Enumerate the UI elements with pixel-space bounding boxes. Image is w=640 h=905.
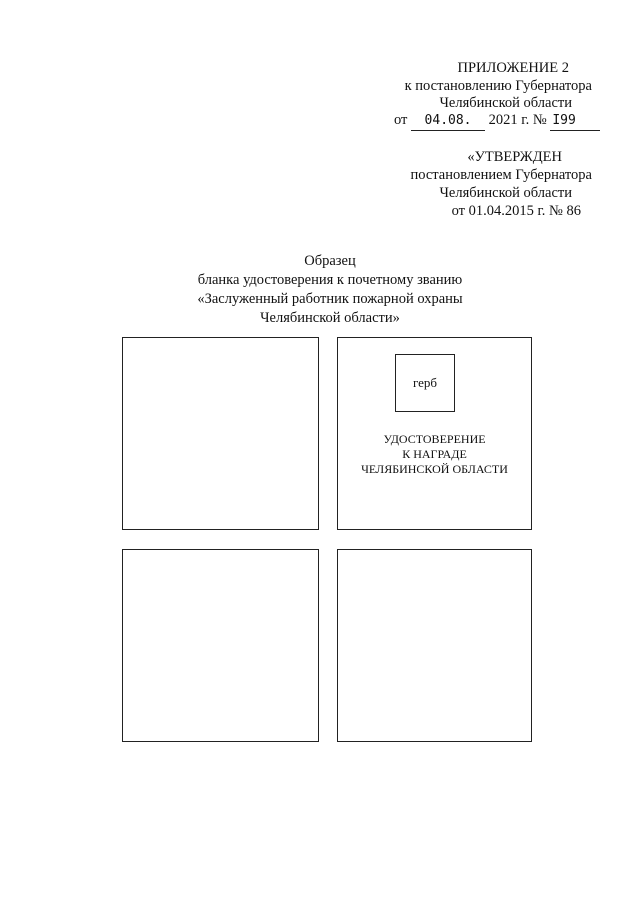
document-heading	[0, 252, 640, 328]
form-back-left-page	[122, 549, 319, 742]
certificate-line-3: ЧЕЛЯБИНСКОЙ ОБЛАСТИ	[361, 462, 508, 476]
form-back-right-page	[337, 549, 532, 742]
heading-line-3: «Заслуженный работник пожарной охраны	[197, 291, 463, 307]
date-suffix: 2021 г. №	[488, 112, 547, 128]
certificate-line-2: К НАГРАДЕ	[402, 447, 467, 461]
heading-line-4: Челябинской области»	[260, 310, 400, 326]
heading-line-2: бланка удостоверения к почетному званию	[197, 272, 463, 288]
appendix-line-2: к постановлению Губернатора	[404, 78, 592, 94]
date-value-field: 04.08.	[411, 112, 485, 131]
approved-line-4: от 01.04.2015 г. № 86	[451, 203, 581, 219]
number-value-field: I99	[550, 112, 600, 131]
heading-line-1: Образец	[304, 253, 356, 269]
appendix-title: ПРИЛОЖЕНИЕ 2	[457, 60, 569, 76]
approved-line-3: Челябинской области	[439, 185, 572, 201]
approved-line-2: постановлением Губернатора	[410, 167, 592, 183]
form-cover-page	[337, 337, 532, 530]
date-prefix: от	[394, 112, 408, 128]
certificate-title	[338, 432, 531, 477]
emblem-placeholder	[395, 354, 455, 412]
approved-line-1: «УТВЕРЖДЕН	[467, 149, 562, 165]
certificate-line-1: УДОСТОВЕРЕНИЕ	[383, 432, 486, 446]
appendix-line-3: Челябинской области	[439, 95, 572, 111]
form-inner-left-page	[122, 337, 319, 530]
appendix-date-row	[394, 111, 600, 131]
emblem-label: герб	[412, 375, 438, 390]
